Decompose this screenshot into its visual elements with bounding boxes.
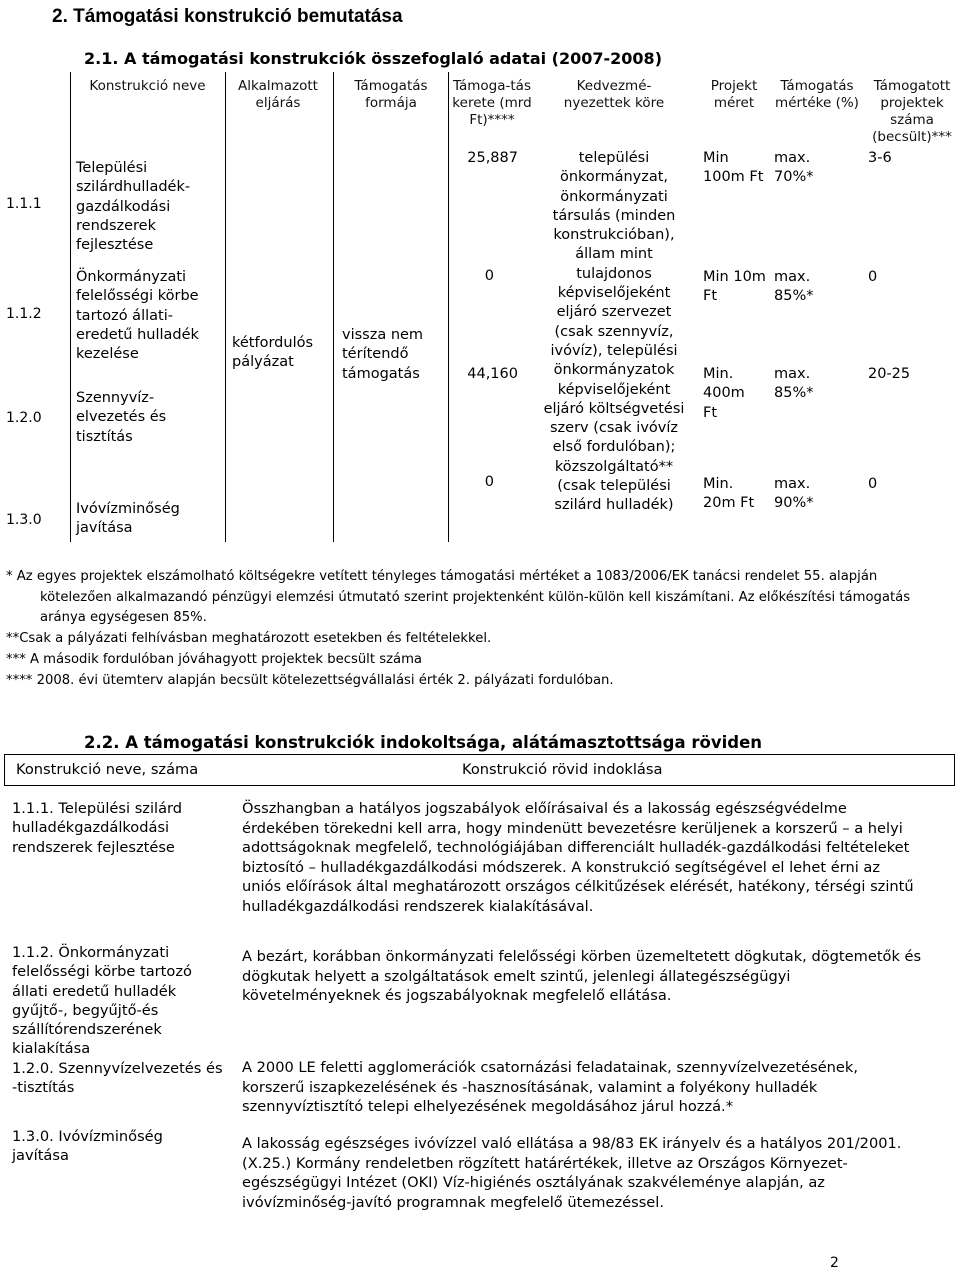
project-count-value: 0 (868, 269, 878, 285)
section-heading-2-1: 2.1. A támogatási konstrukciók összefoglaló adatai (2007-2008) (84, 49, 662, 68)
support-rate-value: max. 85%* (774, 366, 814, 402)
page-title: 2. Támogatási konstrukció bemutatása (52, 6, 403, 27)
project-size-value: Min. 400m Ft (703, 366, 745, 421)
table2-left-border (4, 754, 5, 786)
frame-value: 0 (484, 474, 494, 490)
table1-divider (333, 72, 334, 542)
table1-border-left (70, 72, 71, 542)
row-name: Szennyvíz-elvezetés és tisztítás (76, 390, 167, 445)
header-support-frame: Támoga-tás kerete (mrd Ft)**** (452, 78, 532, 128)
frame-value: 0 (484, 268, 494, 284)
table2-row-name: 1.2.0. Szennyvízelvezetés és -tisztítás (12, 1060, 223, 1097)
row-code: 1.3.0 (6, 512, 42, 528)
frame-value: 25,887 (467, 150, 518, 166)
support-rate-value: max. 70%* (774, 150, 814, 186)
table2-header-name: Konstrukció neve, száma (16, 761, 199, 778)
table2-row-text: Összhangban a hatályos jogszabályok előírásaival és a lakosság egészségvédelme érdekében törekedni kell arra, hogy mindenütt bevezetésre kerüljenek a korszerű – a helyi adottságoknak megfelelő, technológiájában differenciált hulladék-gazdálkodási feltételeket biztosító – hulladékgazdálkodási módszerek. A konstrukció segítségével el lehet érni az uniós előírások által meghatározott országos célkitűzések elérését, hatékony, térségi szintű hulladékgazdálkodási rendszerek kialakításával. (242, 800, 914, 915)
table2-row-text: A lakosság egészséges ivóvízzel való ellátása a 98/83 EK irányelv és a hatályos 201/2001. (X.25.) Kormány rendeletben rögzített határértékek, illetve az Országos Környezet-egészségügyi Intézet (OKI) Víz-higiénés osztályának szakvéleménye alapján, az ivóvízminőség-javító programnak megfelelő ütemezéssel. (242, 1135, 902, 1211)
beneficiaries-value: települési önkormányzat, önkormányzati társulás (minden konstrukcióban), állam mint tulajdonos képviselőjeként eljáró szervezet (csak szennyvíz, ivóvíz), települési önkormányzatok képviselőjeként eljáró költségvetési szerv (csak ivóvíz első fordulóban); közszolgáltató** (csak települési szilárd hulladék) (543, 150, 685, 514)
table1-top (70, 72, 71, 73)
header-project-count: Támogatott projektek száma (becsült)*** (872, 78, 952, 145)
project-count-value: 3-6 (868, 150, 892, 166)
footnote: * Az egyes projektek elszámolható költségekre vetített tényleges támogatási mértéket a 1083/2006/EK tanácsi rendelet 55. alapján kötelezően alkalmazandó pénzügyi elemzési útmutató szerint projektenként külön-külön kell kiszámítani. Az előkészítési támogatás aránya egységesen 85%. (6, 569, 911, 626)
project-size-value: Min 10m Ft (703, 269, 766, 305)
table2-row-text: A 2000 LE feletti agglomerációk csatornázási feladatainak, szennyvízelvezetésének, korszerű iszapkezelésének és -hasznosításának, valamint a folyékony hulladék szennyvíztisztító telepi elhelyezésének megoldásához járul hozzá.* (242, 1059, 859, 1116)
footnote: **Csak a pályázati felhívásban meghatározott esetekben és feltételekkel. (6, 631, 492, 646)
table1-divider (448, 72, 449, 542)
footnote: **** 2008. évi ütemterv alapján becsült kötelezettségvállalási érték 2. pályázati fordulóban. (6, 673, 614, 688)
header-support-rate: Támogatás mértéke (%) (775, 78, 859, 111)
row-name: Ivóvízminőség javítása (76, 501, 180, 537)
table2-row-name: 1.1.1. Települési szilárd hulladékgazdálkodási rendszerek fejlesztése (12, 800, 183, 856)
row-name: Önkormányzati felelősségi körbe tartozó állati-eredetű hulladék kezelése (76, 269, 199, 363)
table2-right-border (954, 754, 955, 786)
support-rate-value: max. 85%* (774, 269, 814, 305)
table2-row-name: 1.3.0. Ivóvízminőség javítása (12, 1128, 163, 1165)
frame-value: 44,160 (467, 366, 518, 382)
section-heading-2-2: 2.2. A támogatási konstrukciók indokoltsága, alátámasztottsága röviden (84, 733, 763, 752)
support-rate-value: max. 90%* (774, 476, 814, 512)
table2-header-justification: Konstrukció rövid indoklása (462, 761, 663, 778)
page-number: 2 (830, 1255, 839, 1271)
header-construction-name: Konstrukció neve (89, 78, 206, 94)
project-size-value: Min 100m Ft (703, 150, 764, 186)
table2-row-text: A bezárt, korábban önkormányzati felelősségi körben üzemeltetett dögkutak, dögtemetők és dögkutak helyett a szolgáltatások emelt szintű, jelenlegi állategészségügyi követelményeknek és jogszabályoknak megfelelő ellátása. (242, 948, 922, 1005)
footnote: *** A második fordulóban jóváhagyott projektek becsült száma (6, 652, 423, 667)
row-name: Települési szilárdhulladék-gazdálkodási rendszerek fejlesztése (76, 160, 191, 254)
row-code: 1.2.0 (6, 410, 42, 426)
table1-divider (225, 72, 226, 542)
table2-header-bottom-border (4, 785, 955, 786)
procedure-value: kétfordulós pályázat (232, 335, 314, 371)
header-project-size: Projekt méret (710, 78, 758, 111)
support-form-value: vissza nem térítendő támogatás (342, 327, 424, 382)
table2-top-border (4, 754, 955, 755)
project-size-value: Min. 20m Ft (703, 476, 755, 512)
row-code: 1.1.1 (6, 196, 42, 212)
project-count-value: 0 (868, 476, 878, 492)
header-beneficiaries: Kedvezmé-nyezettek köre (563, 78, 665, 111)
header-procedure: Alkalmazott eljárás (238, 78, 318, 111)
header-support-form: Támogatás formája (354, 78, 428, 111)
row-code: 1.1.2 (6, 306, 42, 322)
project-count-value: 20-25 (868, 366, 911, 382)
table2-row-name: 1.1.2. Önkormányzati felelősségi körbe tartozó állati eredetű hulladék gyűjtő-, begyűjtő-és szállítórendszerének kialakítása (12, 944, 192, 1058)
